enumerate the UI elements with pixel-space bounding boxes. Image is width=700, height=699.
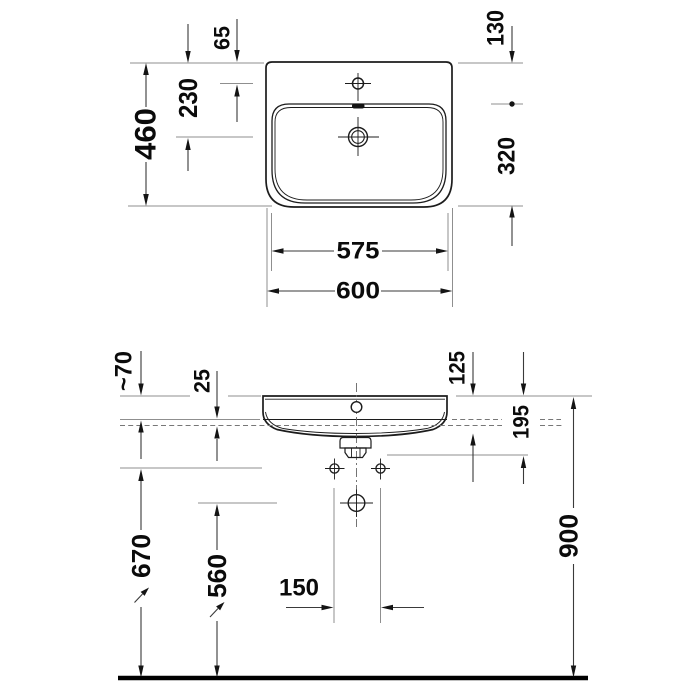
dimension-dot-terminator bbox=[509, 101, 514, 106]
dimension-taphole-65 bbox=[210, 19, 240, 122]
waste-outlet bbox=[340, 490, 373, 518]
dim-label-560: 560 bbox=[202, 554, 232, 598]
dim-label-25: 25 bbox=[189, 368, 215, 393]
adjustable-arrow-670 bbox=[135, 594, 143, 603]
dimension-height-125 bbox=[444, 348, 476, 482]
dimension-rim-height-900 bbox=[554, 397, 584, 678]
dimension-width-575 bbox=[272, 238, 449, 265]
drain-fitting bbox=[340, 438, 371, 458]
dim-label-670: 670 bbox=[126, 534, 156, 578]
overflow-slot bbox=[352, 104, 365, 109]
tap-hole-front bbox=[351, 402, 362, 413]
dim-label-125: 125 bbox=[444, 348, 470, 385]
dimension-gap-25 bbox=[190, 369, 220, 461]
dim-label-65: 65 bbox=[209, 25, 235, 50]
dim-label-130: 130 bbox=[482, 5, 510, 46]
top-view bbox=[128, 5, 523, 307]
front-view bbox=[110, 348, 593, 678]
adjustable-arrow-560 bbox=[210, 609, 218, 618]
dimension-bowl-320 bbox=[493, 134, 521, 246]
dimension-width-600 bbox=[267, 278, 453, 305]
dim-label-575: 575 bbox=[336, 237, 380, 265]
fixing-holes bbox=[325, 459, 390, 480]
dimension-fixing-height-670 bbox=[126, 469, 156, 678]
dim-label-150: 150 bbox=[279, 574, 319, 602]
dim-label-230: 230 bbox=[173, 74, 203, 118]
dimension-bowl-offset-130 bbox=[482, 5, 515, 107]
dimension-depth-460 bbox=[130, 63, 163, 206]
dim-label-195: 195 bbox=[508, 402, 534, 439]
dimension-hole-spacing-150 bbox=[279, 575, 424, 611]
dimension-rim-70 bbox=[111, 351, 144, 459]
dimension-outlet-height-560 bbox=[202, 504, 232, 678]
dim-label-70: ~70 bbox=[110, 350, 138, 391]
dim-label-320: 320 bbox=[493, 134, 521, 175]
dim-label-600: 600 bbox=[336, 277, 380, 305]
dim-label-900: 900 bbox=[553, 514, 584, 558]
dimension-fitting-195 bbox=[509, 352, 534, 484]
dimension-drain-230 bbox=[173, 24, 203, 171]
dim-label-460: 460 bbox=[129, 109, 163, 160]
